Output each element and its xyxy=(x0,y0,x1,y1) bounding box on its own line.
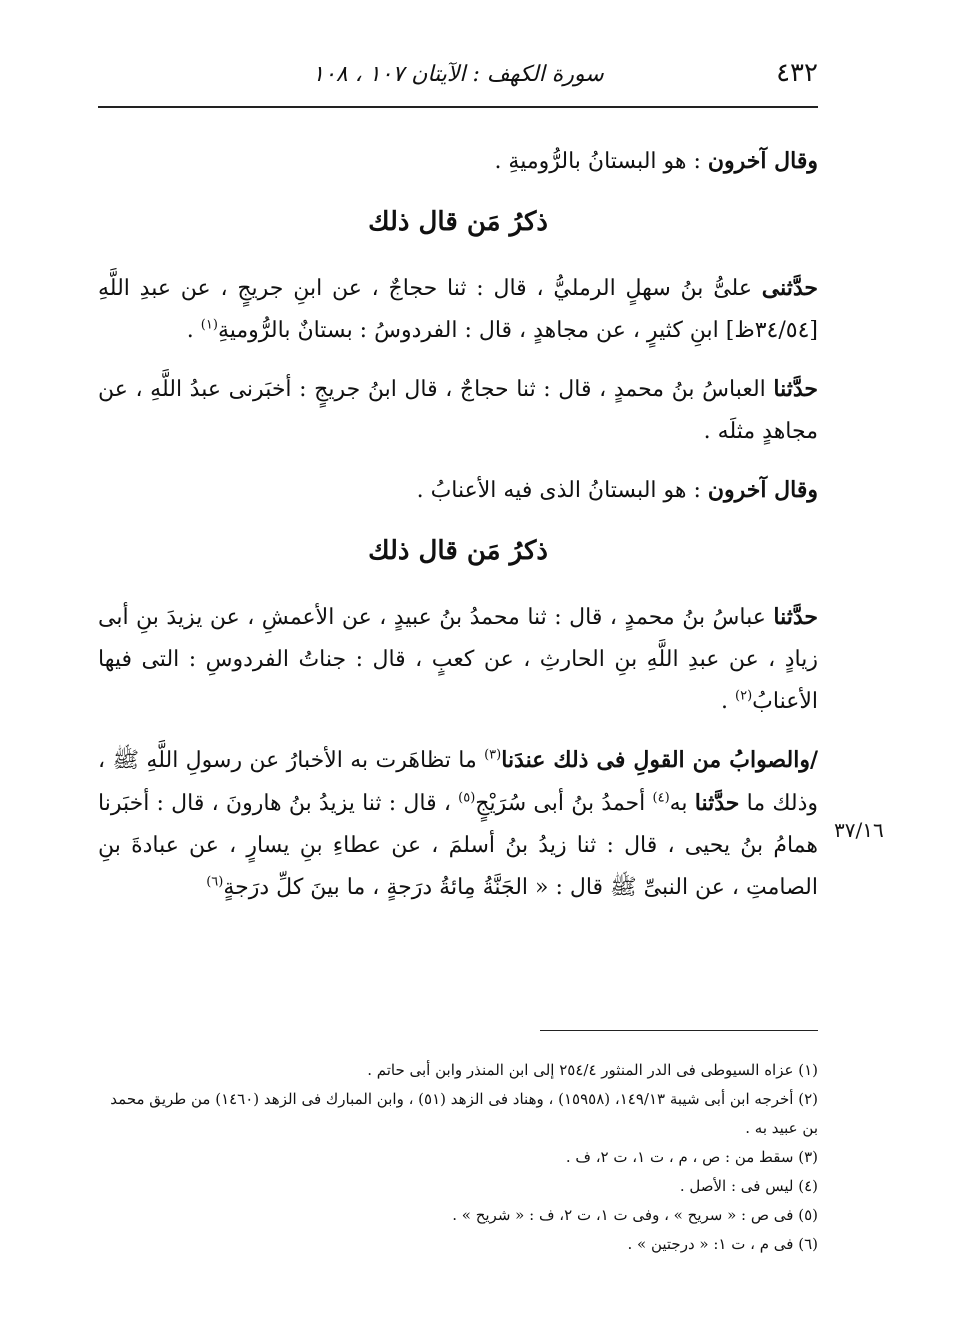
paragraph-text: العباسُ بنُ محمدٍ ، قال : ثنا حجاجٌ ، قال ابنُ جريجٍ : أخبَرنى عبدُ اللَّهِ ، عن مجاهدٍ مثلَه . xyxy=(98,377,818,444)
footnote-ref: (١) xyxy=(200,317,218,333)
footnote-ref: (٢) xyxy=(735,688,753,704)
lead-phrase: حدَّثنا xyxy=(694,790,740,816)
lead-phrase: حدَّثنا xyxy=(773,604,818,630)
paragraph-text: ما تظاهَرت به الأخبارُ عن رسولِ اللَّهِ ﷺ ، وذلك ما xyxy=(98,748,818,816)
paragraph-text: علىُّ بنُ سهلٍ الرمليُّ ، قال : ثنا حجاجٌ ، عن ابنِ جريجٍ ، عن عبدِ اللَّهِ [٣٤/٥٤ظ] ابنِ كثيرٍ ، عن مجاهدٍ ، قال : الفردوسُ : بستانٌ بالرُّوميةِ xyxy=(98,276,818,343)
paragraph-text: أحمدُ بنُ أبى سُرَيْجٍ xyxy=(475,791,653,816)
footnote-ref: (٥) xyxy=(458,790,476,806)
paragraph-end: . xyxy=(186,318,201,343)
footnote: (١) عزاه السيوطى فى الدر المنثور ٢٥٤/٤ إلى ابن المنذر وابن أبى حاتم . xyxy=(367,1061,818,1079)
lead-phrase: وقال آخرون xyxy=(707,477,818,503)
lead-phrase: حدَّثنا xyxy=(773,376,818,402)
page-number: ٤٣٢ xyxy=(776,58,818,88)
lead-phrase: حدَّثنى xyxy=(761,275,818,301)
footnote: (٢) أخرجه ابن أبى شيبة ١٤٩/١٣، (١٥٩٥٨) ، وهناد فى الزهد (٥١) ، وابن المبارك فى الزهد (١٤٦٠) من طريق محمد بن عبيد به . xyxy=(110,1090,818,1137)
footnotes xyxy=(98,1056,818,1259)
footnote-ref: (٣) xyxy=(484,747,502,763)
section-heading-1: ذكرُ مَن قال ذلك xyxy=(368,207,548,237)
margin-reference: ٣٧/١٦ xyxy=(834,818,884,842)
header-rule xyxy=(98,106,818,108)
main-text xyxy=(98,140,818,925)
lead-phrase: وقال آخرون xyxy=(707,148,818,174)
paragraph-2 xyxy=(98,267,818,352)
section-heading-2: ذكرُ مَن قال ذلك xyxy=(368,536,548,566)
running-title: سورة الكهف : الآيتان ١٠٧ ، ١٠٨ xyxy=(312,62,604,87)
footnote-ref: (٤) xyxy=(652,790,670,806)
footnote: (٣) سقط من : ص ، م ، ت ١، ت ٢، ف . xyxy=(565,1148,818,1166)
paragraph-end: . xyxy=(721,689,736,714)
footnote: (٤) ليس فى : الأصل . xyxy=(679,1177,818,1195)
footnote: (٥) فى ص : « سريح » ، وفى ت ١، ت ٢، ف : « شريح » . xyxy=(452,1206,818,1224)
paragraph-5 xyxy=(98,596,818,723)
footnote: (٦) فى م ، ت ١: « درجتين » . xyxy=(627,1235,818,1253)
footnote-ref: (٦) xyxy=(206,874,224,890)
paragraph-4 xyxy=(98,469,818,512)
paragraph-text: ، قال : ثنا يزيدُ بنُ هارونَ ، قال : أخبَرنا همامُ بنُ يحيى ، قال : ثنا زيدُ بنُ أسلمَ ، عن عطاءِ بنِ يسارٍ ، عن عبادةَ بنِ الصامتِ ، عن النبىِّ ﷺ قال : « الجَنَّةُ مِائةُ درَجةٍ ، ما بينَ كلِّ درَجةٍ xyxy=(98,791,818,900)
paragraph-text: عباسُ بنُ محمدٍ ، قال : ثنا محمدُ بنُ عبيدٍ ، عن الأعمشِ ، عن يزيدَ بنِ أبى زيادٍ ، عن عبدِ اللَّهِ بنِ الحارثِ ، عن كعبٍ ، قال : جناتُ الفردوسِ : التى فيها الأعنابُ xyxy=(98,605,818,714)
paragraph-text: : هو البستانُ بالرُّوميةِ . xyxy=(494,149,708,174)
footnote-rule xyxy=(540,1030,818,1031)
paragraph-3 xyxy=(98,368,818,453)
page-header xyxy=(98,58,818,94)
paragraph-1 xyxy=(98,140,818,183)
lead-phrase: /والصوابُ من القولِ فى ذلك عندَنا xyxy=(501,747,818,773)
paragraph-text: : هو البستانُ الذى فيه الأعنابُ . xyxy=(416,478,708,503)
paragraph-text: به xyxy=(669,791,695,816)
paragraph-6 xyxy=(98,739,818,909)
